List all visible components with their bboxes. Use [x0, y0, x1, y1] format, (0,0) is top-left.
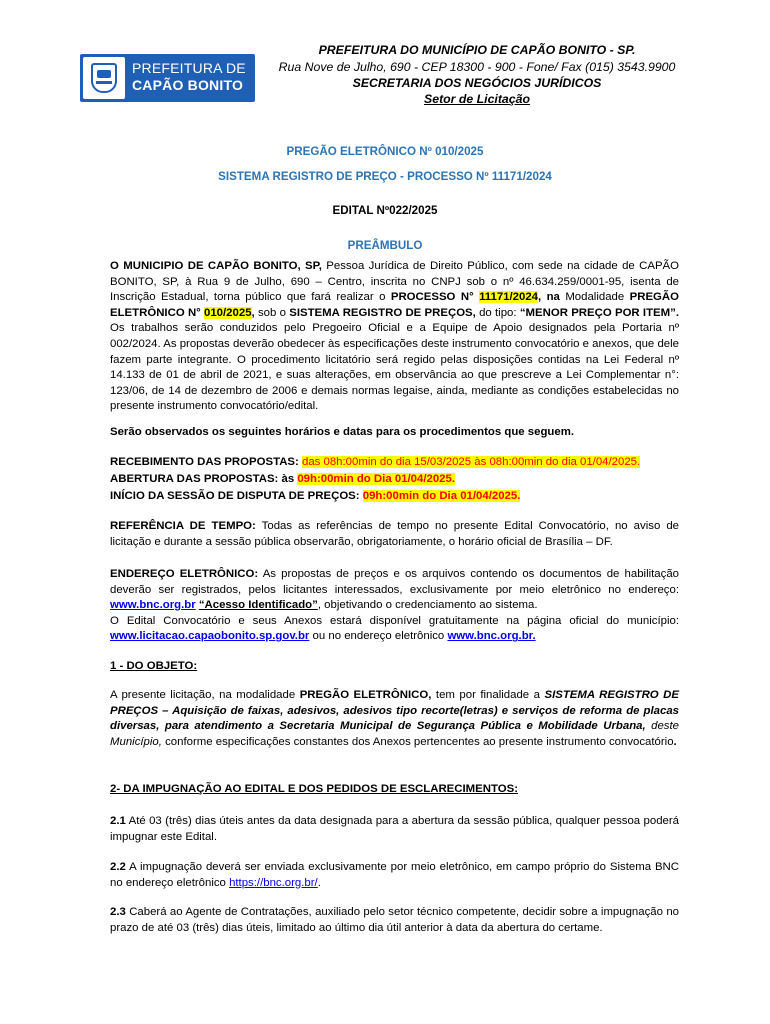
preamble-text-5: sob o: [254, 306, 290, 319]
endereco-text-4: ou no endereço eletrônico: [309, 630, 448, 643]
preamble-text-2: , na: [538, 291, 560, 304]
preamble-pregao-number: 010/2025: [204, 306, 252, 319]
abertura-label: ABERTURA DAS PROPOSTAS: às: [110, 473, 298, 485]
objeto-text-2: tem por finalidade a: [431, 689, 545, 701]
preamble-text-3: Modalidade: [559, 291, 630, 304]
acesso-identificado: “Acesso Identificado”: [198, 599, 318, 612]
item-2-2-end: .: [317, 876, 321, 889]
item-2-1: [110, 814, 679, 845]
header-address: Rua Nove de Julho, 690 - CEP 18300 - 900 - Fone/ Fax (015) 3543.9900: [278, 60, 676, 74]
schedule-intro-text: Serão observados os seguintes horários e datas para os procedimentos que seguem.: [110, 426, 575, 438]
endereco-paragraph: [110, 567, 679, 645]
abertura-value: 09h:00min do Dia 01/04/2025.: [297, 473, 455, 485]
item-2-2: [110, 860, 679, 891]
bnc-link-2[interactable]: www.bnc.org.br.: [447, 630, 536, 643]
preamble-text-7: Os trabalhos serão conduzidos pelo Pregoeiro Oficial e a Equipe de Apoio designados pela Portaria nº 002/2024. As propostas deverão obedecer às especificações deste instrumento convocatório e anexos, que dele fazem parte integrante. O procedimento licitatório será regido pelas disposições contidas na Lei Federal nº 14.133 de 01 de abril de 2021, e suas alterações, em observância ao que prescreve a Lei Complementar n°: 123/06, de 14 de dezembro de 2006 e demais normas legaise, ainda, mediante as condições estabelecidas no presente instrumento convocatório/edital.: [110, 322, 679, 413]
schedule-line-recebimento: [110, 455, 679, 471]
preamble-processo-number: 11171/2024: [479, 291, 538, 304]
header-secretariat: SECRETARIA DOS NEGÓCIOS JURÍDICOS: [352, 76, 602, 90]
objeto-modalidade: PREGÃO ELETRÔNICO,: [299, 689, 432, 701]
objeto-heading: [110, 659, 679, 675]
preamble-tipo: “MENOR PREÇO POR ITEM”.: [519, 306, 679, 319]
preamble-text-4: ,: [251, 306, 255, 319]
item-2-3-number: 2.3: [110, 906, 126, 918]
recebimento-label: RECEBIMENTO DAS PROPOSTAS:: [110, 456, 302, 468]
impugnacao-heading-text: 2- DA IMPUGNAÇÃO AO EDITAL E DOS PEDIDOS DE ESCLARECIMENTOS:: [110, 783, 518, 795]
preamble-text-1: Pessoa Jurídica de Direito Público, com sede na cidade de CAPÃO BONITO, SP, à Rua 9 de Julho, 690 – Centro, inscrita no CNPJ sob o nº 46.634.259/0001-95, isenta de Inscrição Estadual, torna público que fará realizar o: [110, 260, 679, 304]
header-municipality: PREFEITURA DO MUNICÍPIO DE CAPÃO BONITO - SP.: [318, 43, 636, 57]
inicio-label: INÍCIO DA SESSÃO DE DISPUTA DE PREÇOS:: [110, 490, 363, 502]
licitacao-link[interactable]: www.licitacao.capaobonito.sp.gov.br: [110, 630, 310, 643]
referencia-label: REFERÊNCIA DE TEMPO:: [110, 520, 256, 532]
item-2-1-text: Até 03 (três) dias úteis antes da data designada para a abertura da sessão pública, qualquer pessoa poderá impugnar este Edital.: [110, 815, 679, 843]
objeto-paragraph: [110, 688, 679, 750]
endereco-label: ENDEREÇO ELETRÔNICO:: [110, 568, 259, 580]
preamble-srp: SISTEMA REGISTRO DE PREÇOS,: [289, 306, 476, 319]
objeto-end: .: [673, 735, 677, 748]
inicio-value: 09h:00min do Dia 01/04/2025.: [362, 490, 521, 502]
pregao-title: PREGÃO ELETRÔNICO Nº 010/2025: [286, 145, 484, 158]
preambulo-title: PREÂMBULO: [347, 239, 423, 252]
bnc-https-link[interactable]: https://bnc.org.br/: [229, 876, 318, 889]
edital-title: EDITAL Nº022/2025: [332, 204, 438, 217]
logo-line-2: CAPÃO BONITO: [132, 77, 244, 93]
item-2-2-number: 2.2: [110, 861, 126, 873]
schedule-line-inicio: [110, 489, 679, 505]
item-2-1-number: 2.1: [110, 815, 126, 827]
schedule-line-abertura: [110, 472, 679, 488]
referencia-paragraph: [110, 519, 679, 550]
objeto-text-4: conforme especificações constantes dos Anexos pertencentes ao presente instrumento convocatório: [161, 735, 674, 748]
objeto-text-3: deste Município,: [110, 720, 679, 748]
endereco-text-3: O Edital Convocatório e seus Anexos estará disponível gratuitamente na página oficial do município:: [110, 614, 679, 627]
schedule-intro: [110, 425, 679, 441]
objeto-text-1: A presente licitação, na modalidade: [110, 689, 300, 701]
prefeitura-logo: [80, 54, 255, 102]
item-2-3-text: Caberá ao Agente de Contratações, auxiliado pelo setor técnico competente, decidir sobre a impugnação no prazo de até 03 (três) dias úteis, limitado ao último dia útil anterior à data da abertura do certame.: [110, 906, 679, 934]
registro-title: SISTEMA REGISTRO DE PREÇO - PROCESSO Nº 11171/2024: [218, 170, 552, 183]
item-2-2-text: A impugnação deverá ser enviada exclusivamente por meio eletrônico, em campo próprio do Sistema BNC no endereço eletrônico: [110, 861, 679, 889]
preamble-processo-label: PROCESSO N°: [390, 291, 474, 304]
objeto-heading-text: 1 - DO OBJETO:: [110, 660, 198, 672]
referencia-text: Todas as referências de tempo no presente Edital Convocatório, no aviso de licitação e durante a sessão pública observarão, obrigatoriamente, o horário oficial de Brasília – DF.: [110, 520, 679, 548]
preamble-municipality: O MUNICIPIO DE CAPÃO BONITO, SP,: [110, 260, 322, 272]
bnc-link[interactable]: www.bnc.org.br: [110, 599, 196, 612]
preamble-text-6: do tipo:: [475, 306, 520, 319]
endereco-text-2: , objetivando o credenciamento ao sistema.: [317, 599, 538, 612]
endereco-text-1: As propostas de preços e os arquivos contendo os documentos de habilitação deverão ser registrados, pelos licitantes interessados, exclusivamente por meio eletrônico no endereço:: [110, 568, 679, 596]
preamble-paragraph: [110, 259, 679, 415]
header-sector: Setor de Licitação: [424, 92, 530, 106]
coat-of-arms-icon: [83, 57, 125, 99]
preamble-pregao-label: PREGÃO ELETRÔNICO N°: [110, 291, 680, 319]
logo-line-1: PREFEITURA DE: [132, 60, 246, 76]
recebimento-value: das 08h:00min do dia 15/03/2025 às 08h:00min do dia 01/04/2025.: [301, 456, 641, 468]
item-2-3: [110, 905, 679, 936]
logo-text: [132, 60, 246, 94]
objeto-description: SISTEMA REGISTRO DE PREÇOS – Aquisição de faixas, adesivos, adesivos tipo recorte(letras) e serviços de reforma de placas diversas, para atendimento a Secretaria Municipal de Segurança Pública e Mobilidade Urbana,: [110, 689, 679, 733]
impugnacao-heading: [110, 782, 679, 798]
